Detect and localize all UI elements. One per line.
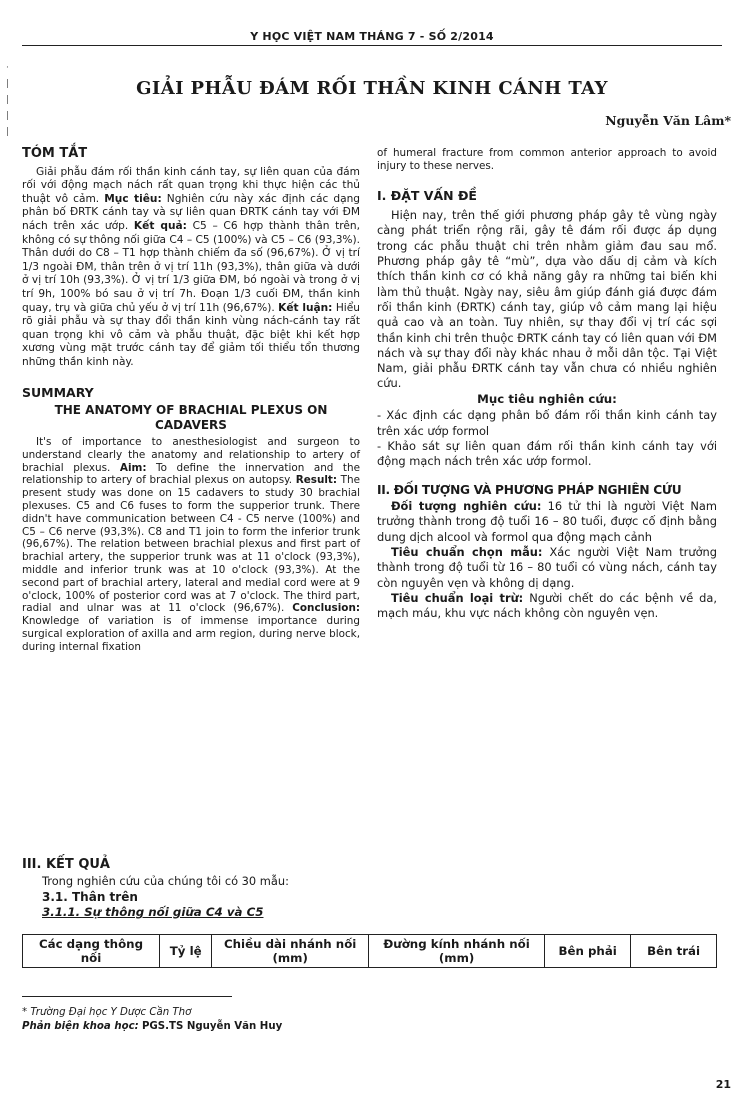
header-rule [22,45,722,46]
footnote-rule [22,996,232,997]
summary-intro: It's of importance to anesthesiologist and surgeon to understand clearly the anatomy and relationship to artery of brachial plexus. [22,436,360,474]
summary-result-text: The present study was done on 15 cadavers to study 30 brachial plexuses. C5 and C6 fuses to form the supperior trunk. There didn't have communication between C4 - C5 nerve (100%) and C5 – C6 nerve (93,3%). C8 and T1 join to form the inferior trunk (96,67%). The relation between brachial plexus and first part of brachial artery, the supperior trunk was at 11 o'clock (93,3%), middle and inferior trunk was at 10 o'clock (93,3%). At the second part of brachial artery, lateral and medial cord were at 9 o'clock, 100% of posterior cord was at 7 o'clock. The third part, radial and ulnar was at 11 o'clock (96,67%). [22,474,360,615]
summary-body [22,436,360,654]
reviewer-label: Phản biện khoa học: [22,1021,139,1032]
exclusion-label: Tiêu chuẩn loại trừ: [391,590,524,605]
affiliation-note: * Trường Đại học Y Dược Cần Thơ [22,1007,192,1018]
abstract-heading: TÓM TẮT [22,146,88,161]
result-text: C5 – C6 hợp thành thân trên, không có sự thông nối giữa C4 – C5 (100%) và C5 – C6 (93,3%). Thân dưới do C8 – T1 hợp thành chiếm đa số (96,67%). Ở vị trí 1/3 ngoài ĐM, thân trên ở vị trí 11h (93,3%), thân giữa và dưới ở vị trí 10h (93,3%). Ở vị trí 1/3 giữa ĐM, bó ngoài và trong ở vị trí 9h, 100% bó sau ở vị trí 7h. Đoạn 1/3 cuối ĐM, thần kinh quay, trụ và giữa chủ yếu ở vị trí 11h (96,67%). [22,219,360,314]
table-header-cell: Đường kính nhánh nối (mm) [368,935,544,968]
table-header-cell: Chiều dài nhánh nối (mm) [212,935,369,968]
subjects-label: Đối tượng nghiên cứu: [391,499,542,514]
table-header-cell: Bên phải [545,935,631,968]
subjects-paragraph [377,499,717,545]
section1-heading: I. ĐẶT VẤN ĐỀ [377,187,477,203]
aim-label: Mục tiêu: [104,192,162,205]
section2-heading: II. ĐỐI TƯỢNG VÀ PHƯƠNG PHÁP NGHIÊN CỨU [377,482,682,497]
section1-body: Hiện nay, trên thế giới phương pháp gây tê vùng ngày càng phát triển rộng rãi, gây tê đám rối được áp dụng trong các phẫu thuật chi trên nhằm giảm đau sau mổ. Phương pháp gây tê “mù”, dựa vào dấu dị cảm và kích thích thần kinh cơ có khả năng gây ra những tai biến khi làm thủ thuật. Ngày nay, siêu âm giúp đánh giá được đám rối thần kinh (ĐRTK) cánh tay, giúp vô cảm mang lại hiệu quả cao và an toàn. Tuy nhiên, sự thay đổi vị trí các sợi thần kinh chi trên thuộc ĐRTK cánh tay có liên quan với ĐM nách và sự thay đổi này khác nhau ở mỗi dân tộc. Tại Việt Nam, giải phẫu ĐRTK cánh tay vẫn chưa có nhiều nghiên cứu. [377,208,717,391]
subsection-3-1-1: 3.1.1. Sự thông nối giữa C4 và C5 [42,905,264,919]
subjects-text: 16 tử thi là người Việt Nam trưởng thành trong độ tuổi 16 – 80 tuổi, được cố định bằng dung dịch alcool và formol qua động mạch cảnh [377,499,717,544]
conclusion-label: Kết luận: [278,301,333,314]
page-number: 21 [715,1078,731,1091]
summary-conclusion-label: Conclusion: [292,602,360,615]
objective-1: - Xác định các dạng phân bố đám rối thần kinh cánh tay trên xác ướp formol [377,408,717,438]
exclusion-paragraph [377,591,717,622]
subsection-3-1: 3.1. Thân trên [42,890,138,904]
article-title: GIẢI PHẪU ĐÁM RỐI THẦN KINH CÁNH TAY [136,78,608,100]
inclusion-text: Xác người Việt Nam trưởng thành trong độ tuổi từ 16 – 80 tuổi có vùng nách, cánh tay còn nguyên vẹn và không dị dạng. [377,545,717,590]
abstract-vi-body [22,166,360,370]
table-header-cell: Bên trái [631,935,717,968]
right-column [377,147,717,622]
summary-heading: SUMMARY [22,384,94,400]
result-label: Kết quả: [133,219,187,232]
summary-title: THE ANATOMY OF BRACHIAL PLEXUS ON CADAVERS [54,403,328,433]
footnote [22,1006,282,1034]
summary-aim-label: Aim: [119,461,147,474]
journal-header: Y HỌC VIỆT NAM THÁNG 7 - SỐ 2/2014 [250,30,494,43]
results-section [22,857,722,919]
table-header-cell: Các dạng thông nối [23,935,160,968]
section3-heading: III. KẾT QUẢ [22,857,110,872]
author-name: Nguyễn Văn Lâm* [605,113,731,128]
exclusion-text: Người chết do các bệnh về da, mạch máu, khu vực nách không còn nguyên vẹn. [377,590,717,621]
left-column [22,147,360,654]
table-header-cell: Tỷ lệ [160,935,212,968]
inclusion-label: Tiêu chuẩn chọn mẫu: [391,545,543,560]
aim-text: Nghiên cứu này xác định các dạng phân bố ĐRTK cánh tay và sự liên quan ĐRTK cánh tay với ĐM nách trên xác ướp. [22,192,361,232]
table-header-row [23,935,717,968]
section3-intro: Trong nghiên cứu của chúng tôi có 30 mẫu: [42,874,289,888]
abstract-intro: Giải phẫu đám rối thần kinh cánh tay, sự liên quan của đám rối với động mạch nách rất quan trọng khi thực hiện các thủ thuật vô cảm. [22,165,360,205]
reviewer-note [22,1020,282,1034]
binding-marks: · | | | | [6,63,10,137]
results-table [22,934,717,968]
inclusion-paragraph [377,545,717,591]
summary-result-label: Result: [295,474,338,487]
reviewer-name: PGS.TS Nguyễn Văn Huy [141,1021,283,1032]
summary-continuation: of humeral fracture from common anterior approach to avoid injury to these nerves. [377,147,717,172]
summary-aim-text: To define the innervation and the relationship to artery of brachial plexus on autopsy. [22,461,360,487]
conclusion-text: Hiểu rõ giải phẫu và sự thay đổi thần kinh vùng nách-cánh tay rất quan trọng khi vô cảm và phẫu thuật, đặc biệt khi kết hợp xương vùng mặt trước cánh tay để giảm tối thiểu tổn thương những thần kinh này. [22,301,360,368]
objectives-heading: Mục tiêu nghiên cứu: [477,391,617,406]
objective-2: - Khảo sát sự liên quan đám rối thần kinh cánh tay với động mạch nách trên xác ướp formol. [377,438,717,469]
summary-conclusion-text: Knowledge of variation is of immense importance during surgical exploration of axilla and arm region, during nerve block, during internal fixation [22,615,360,653]
